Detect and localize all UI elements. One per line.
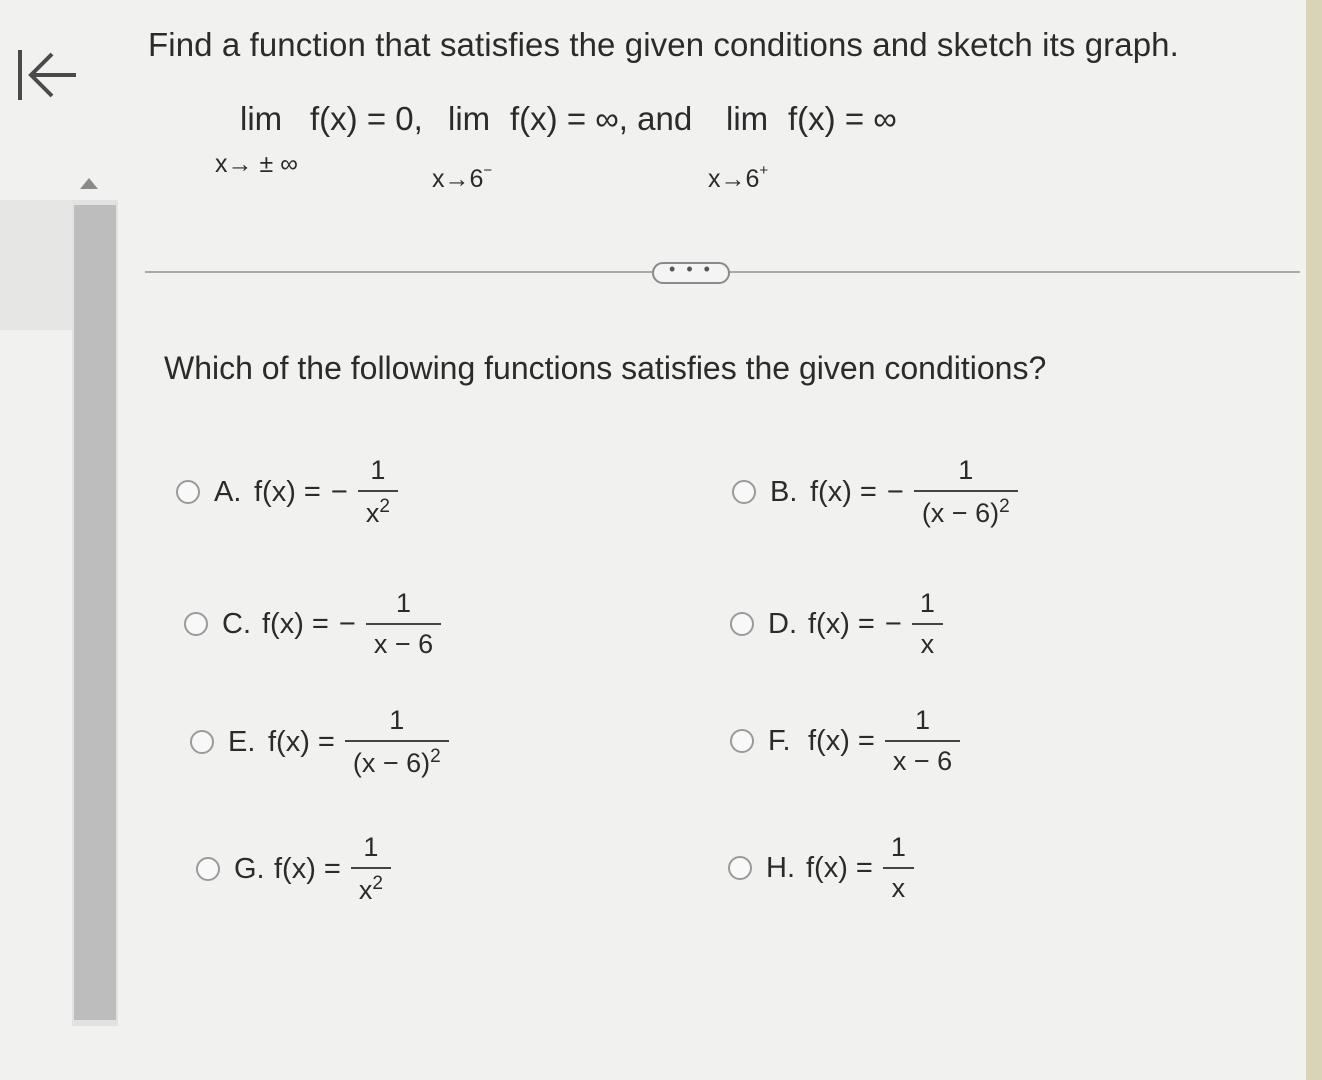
numerator: 1 bbox=[919, 588, 935, 618]
function-label: f(x) = bbox=[808, 607, 875, 640]
option-a[interactable] bbox=[176, 455, 398, 529]
function-label: f(x) = bbox=[806, 851, 873, 884]
option-letter: H. bbox=[766, 851, 795, 884]
fraction bbox=[351, 832, 391, 906]
numerator: 1 bbox=[958, 455, 974, 485]
numerator: 1 bbox=[890, 832, 906, 862]
lim-3-word: lim bbox=[726, 100, 769, 137]
fraction bbox=[885, 705, 960, 777]
option-letter: B. bbox=[770, 475, 798, 508]
fraction bbox=[345, 705, 449, 779]
numerator: 1 bbox=[389, 705, 405, 735]
function-label: f(x) = bbox=[268, 725, 335, 758]
lim-1-subscript: x→ ± ∞ bbox=[215, 150, 298, 178]
numerator: 1 bbox=[363, 832, 379, 862]
option-letter: E. bbox=[228, 725, 256, 758]
lim-2-subscript: x→6− bbox=[432, 162, 493, 193]
window-edge bbox=[1306, 0, 1322, 1080]
question-prompt: Which of the following functions satisfies the given conditions? bbox=[164, 350, 1047, 386]
numerator: 1 bbox=[395, 588, 411, 618]
denominator: x − 6 bbox=[892, 746, 953, 776]
option-c[interactable] bbox=[184, 588, 441, 660]
option-letter: C. bbox=[222, 607, 251, 640]
limit-conditions bbox=[210, 100, 950, 200]
denominator: $x^2$ bbox=[358, 873, 383, 905]
fraction bbox=[912, 588, 943, 660]
back-button[interactable] bbox=[12, 46, 82, 104]
option-d[interactable] bbox=[730, 588, 943, 660]
numerator: 1 bbox=[370, 455, 386, 485]
sidebar bbox=[0, 0, 150, 1080]
radio-button[interactable] bbox=[730, 612, 754, 636]
function-label: f(x) = bbox=[810, 475, 877, 508]
function-label: f(x) = bbox=[808, 724, 875, 757]
lim-1-word: lim bbox=[240, 100, 283, 137]
option-b[interactable] bbox=[732, 455, 1018, 529]
radio-button[interactable] bbox=[728, 856, 752, 880]
fraction bbox=[366, 588, 441, 660]
function-label: f(x) = bbox=[254, 475, 321, 508]
option-letter: G. bbox=[234, 852, 265, 885]
option-e[interactable] bbox=[190, 705, 449, 779]
option-letter: D. bbox=[768, 607, 797, 640]
question-title: Find a function that satisfies the given conditions and sketch its graph. bbox=[148, 26, 1179, 63]
lim-2-word: lim bbox=[448, 100, 491, 137]
fraction bbox=[914, 455, 1018, 529]
option-f[interactable] bbox=[730, 705, 960, 777]
scrollbar-thumb[interactable] bbox=[74, 205, 116, 1020]
minus-sign: − bbox=[330, 475, 348, 508]
ellipsis-icon: • • • bbox=[669, 259, 713, 279]
denominator: $(x - 6)^2$ bbox=[352, 746, 441, 778]
option-g[interactable] bbox=[196, 832, 391, 906]
radio-button[interactable] bbox=[196, 857, 220, 881]
lim-1-expression: f(x) = 0, bbox=[310, 100, 423, 137]
function-label: f(x) = bbox=[274, 852, 341, 885]
denominator: x bbox=[891, 873, 906, 903]
radio-button[interactable] bbox=[730, 729, 754, 753]
lim-3-expression: f(x) = ∞ bbox=[788, 100, 897, 137]
numerator: 1 bbox=[915, 705, 931, 735]
minus-sign: − bbox=[338, 607, 356, 640]
fraction bbox=[883, 832, 914, 904]
denominator: $x^2$ bbox=[365, 496, 390, 528]
sidebar-panel bbox=[0, 200, 72, 330]
denominator: x − 6 bbox=[373, 629, 434, 659]
fraction bbox=[358, 455, 398, 529]
radio-button[interactable] bbox=[732, 480, 756, 504]
scroll-up-arrow-icon[interactable] bbox=[80, 178, 98, 189]
back-arrow-icon bbox=[12, 46, 82, 104]
function-label: f(x) = bbox=[262, 607, 329, 640]
denominator: $(x - 6)^2$ bbox=[921, 496, 1010, 528]
option-h[interactable] bbox=[728, 832, 914, 904]
option-letter: F. bbox=[768, 724, 791, 757]
radio-button[interactable] bbox=[190, 730, 214, 754]
lim-3-subscript: x→6+ bbox=[708, 162, 769, 193]
denominator: x bbox=[920, 629, 935, 659]
radio-button[interactable] bbox=[184, 612, 208, 636]
radio-button[interactable] bbox=[176, 480, 200, 504]
lim-2-expression: f(x) = ∞, and bbox=[510, 100, 693, 137]
expand-more-button[interactable] bbox=[652, 259, 730, 284]
minus-sign: − bbox=[886, 475, 904, 508]
option-letter: A. bbox=[214, 475, 242, 508]
minus-sign: − bbox=[884, 607, 902, 640]
